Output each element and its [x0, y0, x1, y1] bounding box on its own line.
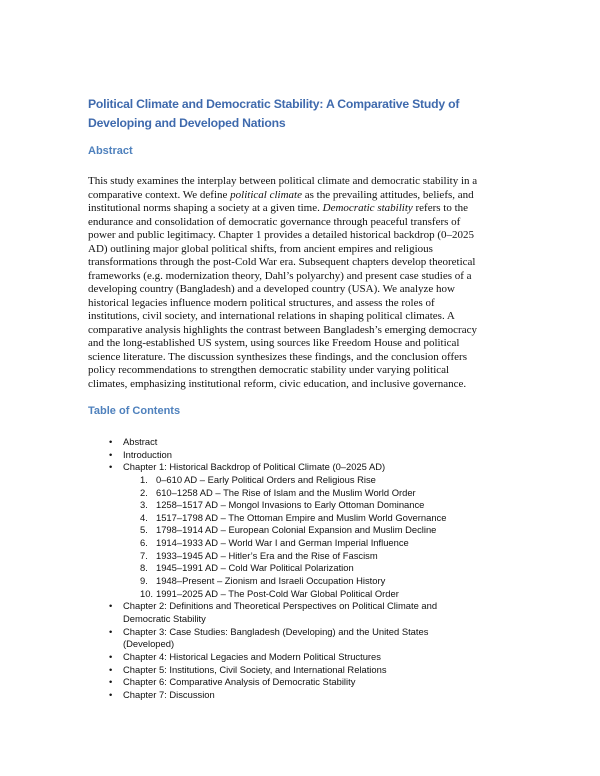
abstract-line	[88, 243, 477, 257]
abstract-body	[88, 175, 477, 391]
item-number: 6.	[140, 537, 148, 549]
toc-item-label: Introduction	[123, 448, 172, 460]
text-segment: and the long-established US system, using sources like Freedom House and political	[88, 337, 460, 349]
text-segment: historical legacies influence modern political structures, and assess the roles of	[88, 296, 435, 309]
abstract-line	[88, 256, 477, 270]
toc-item-label: Chapter 6: Comparative Analysis of Democratic Stability	[123, 676, 356, 688]
abstract-line	[88, 337, 477, 351]
text-segment: refers to the	[412, 202, 469, 214]
toc-item-label: Chapter 7: Discussion	[123, 688, 215, 700]
toc-subitem[interactable]	[0, 562, 600, 575]
toc-item[interactable]	[0, 651, 600, 664]
toc-item-label: 1933–1945 AD – Hitler’s Era and the Rise of Fascism	[156, 549, 378, 561]
toc-item-label: (Developed)	[123, 638, 175, 650]
text-segment: science literature. The discussion synthesizes these findings, and the conclusion offers	[88, 350, 467, 363]
abstract-line	[88, 175, 477, 189]
text-segment: developing country (Bangladesh) and a developed country (USA). We analyze how	[88, 283, 455, 295]
abstract-line	[88, 351, 477, 365]
toc-item-label: 1798–1914 AD – European Colonial Expansion and Muslim Decline	[156, 524, 437, 536]
text-segment: comparative context. We define	[88, 188, 231, 201]
item-number: 2.	[140, 486, 148, 498]
item-number: 5.	[140, 524, 148, 536]
abstract-line	[88, 364, 477, 378]
toc-item-label: Chapter 2: Definitions and Theoretical Perspectives on Political Climate and	[123, 600, 438, 612]
text-segment: institutions, civil society, and international relations in shaping political climates. A	[88, 310, 455, 322]
italic-term: political climate	[230, 188, 302, 201]
abstract-line	[88, 229, 477, 243]
text-segment: institutional norms shaping a society at a given time.	[88, 202, 323, 214]
text-segment: power and public legitimacy. Chapter 1 provides a detailed historical backdrop (0–2025	[88, 229, 475, 241]
toc-item[interactable]	[0, 436, 600, 449]
item-number: 8.	[140, 562, 148, 574]
toc-item-label: 1948–Present – Zionism and Israeli Occupation History	[156, 575, 386, 587]
abstract-line	[88, 324, 477, 338]
abstract-line	[88, 202, 477, 216]
toc-item[interactable]	[0, 689, 600, 702]
text-segment: endurance and consolidation of democratic governance through peaceful transfers of	[88, 215, 461, 228]
toc-item-label: 1914–1933 AD – World War I and German Imperial Influence	[156, 537, 409, 549]
abstract-line	[88, 297, 477, 311]
bullet-icon: •	[109, 448, 113, 460]
bullet-icon: •	[109, 650, 113, 662]
text-segment: comparative analysis highlights the contrast between Bangladesh’s emerging democracy	[88, 323, 477, 336]
toc-item[interactable]	[0, 600, 600, 613]
bullet-icon: •	[109, 436, 113, 447]
toc-item-label: Abstract	[123, 436, 158, 447]
toc-subitem[interactable]	[0, 499, 600, 512]
item-number: 1.	[140, 473, 148, 485]
toc-item-label: 1991–2025 AD – The Post-Cold War Global Political Order	[156, 587, 399, 599]
toc-item-label: Chapter 4: Historical Legacies and Modern Political Structures	[123, 650, 381, 662]
text-segment: transformations through the post-Cold War era. Subsequent chapters develop theoretical	[88, 256, 476, 268]
toc-item-label: Chapter 5: Institutions, Civil Society, and International Relations	[123, 663, 387, 675]
abstract-line	[88, 216, 477, 230]
abstract-line	[88, 189, 477, 203]
title-line: Political Climate and Democratic Stability: A Comparative Study of	[88, 97, 460, 111]
table-of-contents	[0, 436, 600, 701]
bullet-icon: •	[109, 676, 113, 688]
title-line: Developing and Developed Nations	[88, 116, 286, 130]
toc-item-label: 1258–1517 AD – Mongol Invasions to Early Ottoman Dominance	[156, 499, 425, 511]
item-number: 9.	[140, 575, 148, 587]
item-number: 3.	[140, 499, 148, 511]
text-segment: policy recommendations to strengthen democratic stability under varying political	[88, 364, 450, 376]
bullet-icon: •	[109, 625, 113, 637]
document-title	[88, 95, 459, 133]
toc-item[interactable]	[0, 461, 600, 474]
toc-item[interactable]	[0, 664, 600, 677]
toc-subitem[interactable]	[0, 487, 600, 500]
toc-item[interactable]	[0, 676, 600, 689]
item-number: 10.	[140, 587, 154, 599]
item-number: 4.	[140, 511, 148, 523]
toc-item-label: 610–1258 AD – The Rise of Islam and the Muslim World Order	[156, 486, 416, 498]
text-segment: frameworks (e.g. modernization theory, Dahl’s polyarchy) and present case studies of a	[88, 269, 472, 282]
toc-item-label: Chapter 3: Case Studies: Bangladesh (Developing) and the United States	[123, 625, 429, 637]
toc-item[interactable]	[0, 449, 600, 462]
abstract-line	[88, 270, 477, 284]
bullet-icon: •	[109, 688, 113, 700]
toc-subitem[interactable]	[0, 512, 600, 525]
toc-subitem[interactable]	[0, 537, 600, 550]
item-number: 7.	[140, 549, 148, 561]
toc-item-label: Chapter 1: Historical Backdrop of Political Climate (0–2025 AD)	[123, 461, 386, 473]
text-segment: AD) outlining major global political shifts, from ancient empires and religious	[88, 242, 433, 255]
bullet-icon: •	[109, 663, 113, 675]
text-segment: as the prevailing attitudes, beliefs, and	[301, 188, 474, 201]
toc-subitem[interactable]	[0, 575, 600, 588]
toc-item[interactable]	[0, 638, 600, 651]
text-segment: This study examines the interplay between political climate and democratic stability in a	[88, 175, 478, 187]
abstract-line	[88, 283, 477, 297]
toc-item-label: 0–610 AD – Early Political Orders and Religious Rise	[156, 473, 376, 485]
text-segment: climates, emphasizing institutional reform, civic education, and inclusive governance.	[88, 377, 467, 390]
bullet-icon: •	[109, 461, 113, 473]
toc-subitem[interactable]	[0, 588, 600, 601]
toc-item-label: 1945–1991 AD – Cold War Political Polarization	[156, 562, 354, 574]
toc-subitem[interactable]	[0, 474, 600, 487]
bullet-icon: •	[109, 600, 113, 612]
abstract-heading: Abstract	[88, 145, 133, 157]
toc-item[interactable]	[0, 626, 600, 639]
abstract-line	[88, 378, 477, 392]
toc-item[interactable]	[0, 613, 600, 626]
abstract-line	[88, 310, 477, 324]
toc-item-label: Democratic Stability	[123, 612, 206, 624]
toc-item-label: 1517–1798 AD – The Ottoman Empire and Muslim World Governance	[156, 511, 447, 523]
toc-subitem[interactable]	[0, 550, 600, 563]
toc-subitem[interactable]	[0, 524, 600, 537]
italic-term: Democratic stability	[322, 202, 413, 214]
toc-heading: Table of Contents	[88, 405, 181, 417]
